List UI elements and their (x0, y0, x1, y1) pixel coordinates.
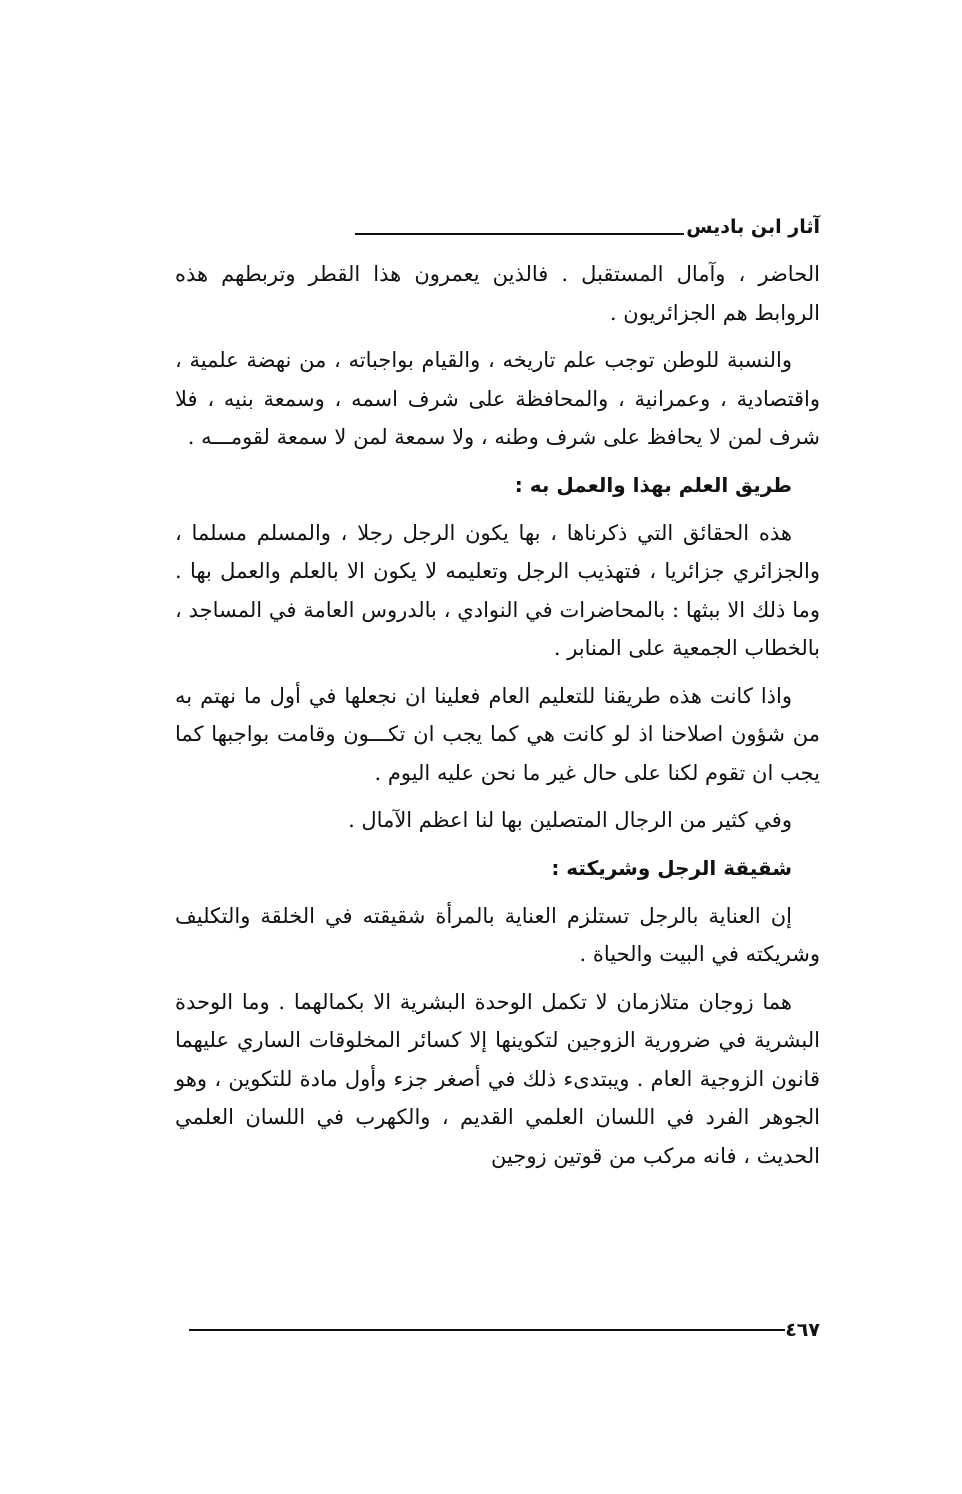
section-heading: شقيقة الرجل وشريكته : (551, 855, 792, 880)
page-footer (175, 1315, 820, 1345)
paragraph: والنسبة للوطن توجب علم تاريخه ، والقيام بواجباته ، من نهضة علمية ، واقتصادية ، وعمرانية ، والمحافظة على شرف اسمه ، وسمعة بنيه ، فلا شرف لمن لا يحافظ على شرف وطنه ، ولا سمعة لمن لا سمعة لقومـــه . (175, 348, 820, 449)
book-page (175, 195, 820, 1345)
running-header (175, 205, 820, 237)
paragraph: واذا كانت هذه طريقنا للتعليم العام فعلينا ان نجعلها في أول ما نهتم به من شؤون اصلاحنا اذ لو كانت هي كما يجب ان تكـــون وقامت بواجبها كما يجب ان تقوم لكنا على حال غير ما نحن عليه اليوم . (175, 683, 820, 785)
paragraph: الحاضر ، وآمال المستقبل . فالذين يعمرون هذا القطر وتربطهم هذه الروابط هم الجزائريون . (175, 262, 820, 325)
footer-rule (189, 1329, 785, 1331)
paragraph: هذه الحقائق التي ذكرناها ، بها يكون الرجل رجلا ، والمسلم مسلما ، والجزائري جزائريا ، فتهذيب الرجل وتعليمه لا يكون الا بالعلم والعمل بها . وما ذلك الا ببثها : بالمحاضرات في النوادي ، بالدروس العامة في المساجد ، بالخطاب الجمعية على المنابر . (175, 520, 820, 660)
header-rule (355, 233, 684, 235)
section-heading: طريق العلم بهذا والعمل به : (514, 472, 792, 497)
page-body (175, 255, 820, 1184)
book-title: آثار ابن باديس (686, 216, 820, 238)
paragraph: إن العناية بالرجل تستلزم العناية بالمرأة شقيقته في الخلقة والتكليف وشريكته في البيت والحياة . (175, 903, 820, 966)
page-number: ٤٦٧ (785, 1318, 820, 1341)
paragraph: هما زوجان متلازمان لا تكمل الوحدة البشرية الا بكمالهما . وما الوحدة البشرية في ضرورية الزوجين لتكوينها إلا كسائر المخلوقات الساري عليهما قانون الزوجية العام . ويبتدىء ذلك في أصغر جزء وأول مادة للتكوين ، وهو الجوهر الفرد في اللسان العلمي القديم ، والكهرب في اللسان العلمي الحديث ، فانه مركب من قوتين زوجين (175, 989, 820, 1168)
paragraph: وفي كثير من الرجال المتصلين بها لنا اعظم الآمال . (348, 808, 792, 832)
